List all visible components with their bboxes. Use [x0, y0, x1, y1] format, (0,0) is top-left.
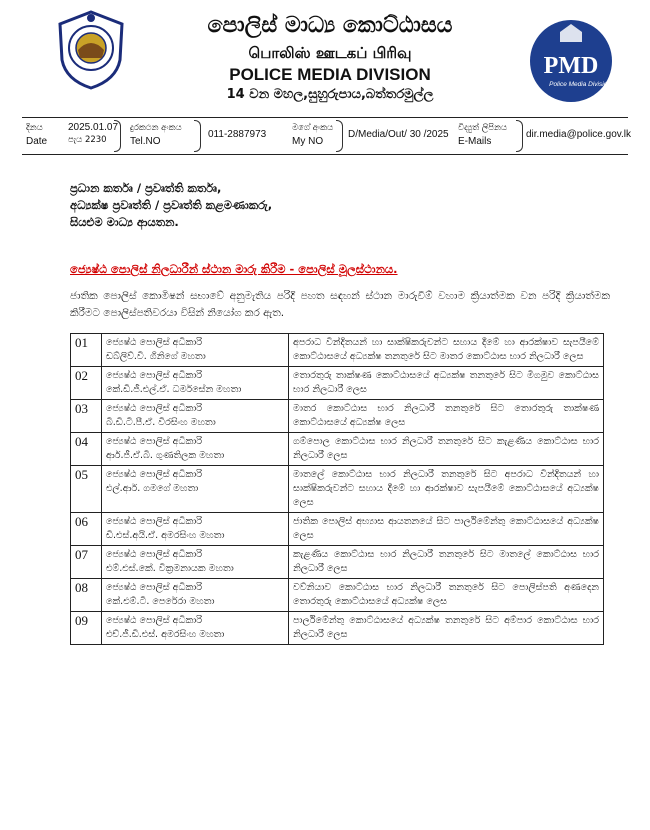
transfer-description: අපරාධ වින්දිතයන් හා සාක්ෂිකරුවන්ට සහාය දීමේ හා ආරක්ෂාව සැපයීමේ කොට්ඨාසයේ අධ්‍යක්ෂ තනතුරේ සිට මාතර කොට්ඨාස භාර නිලධාරී ලෙස	[289, 334, 604, 367]
officer-name: ජ්‍යෙෂ්ඨ පොලිස් අධිකාරි ඩබ්ලිව්.වී. ගිනිගේ මහතා	[102, 334, 289, 367]
title-tamil: பொலிஸ் ஊடகப் பிரிவு	[248, 44, 412, 62]
intro-paragraph: ජාතික පොලිස් කොමිෂන් සභාවේ අනුමැතිය පරිදි පහත සඳහන් ස්ථාන මාරුවීම් වහාම ක්‍රියාත්මක වන පරිදි ක්‍රියාත්මක කිරීමට පොලිස්පතිවරයා විසින් නියෝග කර ඇත.	[70, 290, 610, 319]
police-emblem-icon	[56, 10, 126, 90]
table-row	[71, 466, 604, 513]
transfer-description: තොරතුරු තාක්ෂණ කොට්ඨාසයේ අධ්‍යක්ෂ තනතුරේ සිට මීගමුව කොට්ඨාස භාර නිලධාරී ලෙස	[289, 367, 604, 400]
table-row	[71, 579, 604, 612]
row-number: 04	[71, 433, 102, 466]
row-number: 05	[71, 466, 102, 513]
row-number: 07	[71, 546, 102, 579]
addressee-line: අධ්‍යක්ෂ ප්‍රවෘත්ති / ප්‍රවෘත්ති කළමණාකරු,	[70, 198, 273, 212]
brace-divider	[516, 120, 523, 152]
title-english: POLICE MEDIA DIVISION	[229, 65, 431, 84]
brace-divider	[194, 120, 201, 152]
transfer-description: මාතර කොට්ඨාස භාර නිලධාරී තනතුරේ සිට තොරතුරු තාක්ෂණ කොට්ඨාසයේ අධ්‍යක්ෂ ලෙස	[289, 400, 604, 433]
transfers-table	[70, 333, 604, 645]
brace-divider	[336, 120, 343, 152]
date-value: 2025.01.07 පැය 2230	[68, 122, 119, 145]
row-number: 02	[71, 367, 102, 400]
transfer-description: මාතලේ කොට්ඨාස භාර නිලධාරී තනතුරේ සිට අපරාධ වින්දිතයන් හා සාක්ෂිකරුවන්ට සහාය දීමේ හා ආරක්ෂාව සැපයීමේ කොට්ඨාසයේ අධ්‍යක්ෂ ලෙස	[289, 466, 604, 513]
myno-value: D/Media/Out/ 30 /2025	[348, 129, 449, 140]
transfer-description: ගම්පොල කොට්ඨාස භාර නිලධාරී තනතුරේ සිට කැළණිය කොට්ඨාස භාර නිලධාරී ලෙස	[289, 433, 604, 466]
officer-name: ජ්‍යෙෂ්ඨ පොලිස් අධිකාරි ආර්.ජී.ඒ.බී. ගුණතිලක මහතා	[102, 433, 289, 466]
letterhead	[130, 12, 530, 104]
table-row	[71, 367, 604, 400]
email-value: dir.media@police.gov.lk	[526, 129, 632, 140]
subject-line: ජ්‍යෙෂ්ඨ පොලිස් නිලධාරීන් ස්ථාන මාරු කිරීම - පොලිස් මූලස්ථානය.	[70, 262, 398, 276]
officer-name: ජ්‍යෙෂ්ඨ පොලිස් අධිකාරි ඩී.එස්.අයි.ඒ. අමරසිංහ මහතා	[102, 513, 289, 546]
transfer-description: ජාතික පොලිස් අභ්‍යාස ආයතනයේ සිට පාර්ලිමේන්තු කොට්ඨාසයේ අධ්‍යක්ෂ ලෙස	[289, 513, 604, 546]
officer-name: ජ්‍යෙෂ්ඨ පොලිස් අධිකාරි එච්.ජී.ඩී.එස්. අමරසිංහ මහතා	[102, 612, 289, 645]
pmd-logo-text: PMD	[543, 53, 599, 79]
tel-label: දුරකථන අංකය Tel.NO	[130, 123, 182, 147]
table-row	[71, 546, 604, 579]
officer-name: ජ්‍යෙෂ්ඨ පොලිස් අධිකාරි එම්.එස්.කේ. වික්‍රමනායක මහතා	[102, 546, 289, 579]
myno-label: මගේ අංකය My NO	[292, 123, 334, 147]
date-label: දිනය Date	[26, 123, 48, 147]
officer-name: ජ්‍යෙෂ්ඨ පොලිස් අධිකාරි කේ.ඩී.ජී.එල්.ඒ. ධර්මසේන මහතා	[102, 367, 289, 400]
pmd-logo-subtext: Police Media Division	[549, 81, 611, 88]
title-sinhala: පොලිස් මාධ්‍ය කොට්ඨාසය	[207, 13, 453, 38]
tel-value: 011-2887973	[208, 129, 267, 140]
row-number: 03	[71, 400, 102, 433]
table-row	[71, 400, 604, 433]
table-row	[71, 612, 604, 645]
row-number: 06	[71, 513, 102, 546]
row-number: 09	[71, 612, 102, 645]
addressee-line: සියළුම මාධ්‍ය ආයතන.	[70, 215, 179, 229]
row-number: 08	[71, 579, 102, 612]
row-number: 01	[71, 334, 102, 367]
table-row	[71, 334, 604, 367]
officer-name: ජ්‍යෙෂ්ඨ පොලිස් අධිකාරි බී.ඩී.ටී.පී.ඒ. වීරසිංහ මහතා	[102, 400, 289, 433]
email-label: විද්‍යුත් ලිපිනය E-Mails	[458, 123, 507, 147]
address: 14 වන මහල,සුහුරුපාය,බත්තරමුල්ල	[226, 87, 434, 102]
transfer-description: පාර්ලිමේන්තු කොට්ඨාසයේ අධ්‍යක්ෂ තනතුරේ සිට අම්පාර කොට්ඨාස භාර නිලධාරී ලෙස	[289, 612, 604, 645]
pmd-logo-icon	[528, 18, 614, 104]
table-row	[71, 433, 604, 466]
transfer-description: වව්නියාව කොට්ඨාස භාර නිලධාරී තනතුරේ සිට පොලිස්පති අණදෙන තොරතුරු කොට්ඨාසයේ අධ්‍යක්ෂ ලෙස	[289, 579, 604, 612]
brace-divider	[114, 120, 121, 152]
officer-name: ජ්‍යෙෂ්ඨ පොලිස් අධිකාරි එල්.ආර්. ගමගේ මහතා	[102, 466, 289, 513]
reference-bar	[22, 117, 632, 155]
addressee-line: ප්‍රධාන කර්තෘ / ප්‍රවෘත්ති කර්තෘ,	[70, 181, 222, 195]
table-row	[71, 513, 604, 546]
transfer-description: කැළණිය කොට්ඨාස භාර නිලධාරී තනතුරේ සිට මාතලේ කොට්ඨාස භාර නිලධාරී ලෙස	[289, 546, 604, 579]
addressee-block	[70, 180, 272, 231]
officer-name: ජ්‍යෙෂ්ඨ පොලිස් අධිකාරි කේ.එම්.ටී. පෙරේරා මහතා	[102, 579, 289, 612]
